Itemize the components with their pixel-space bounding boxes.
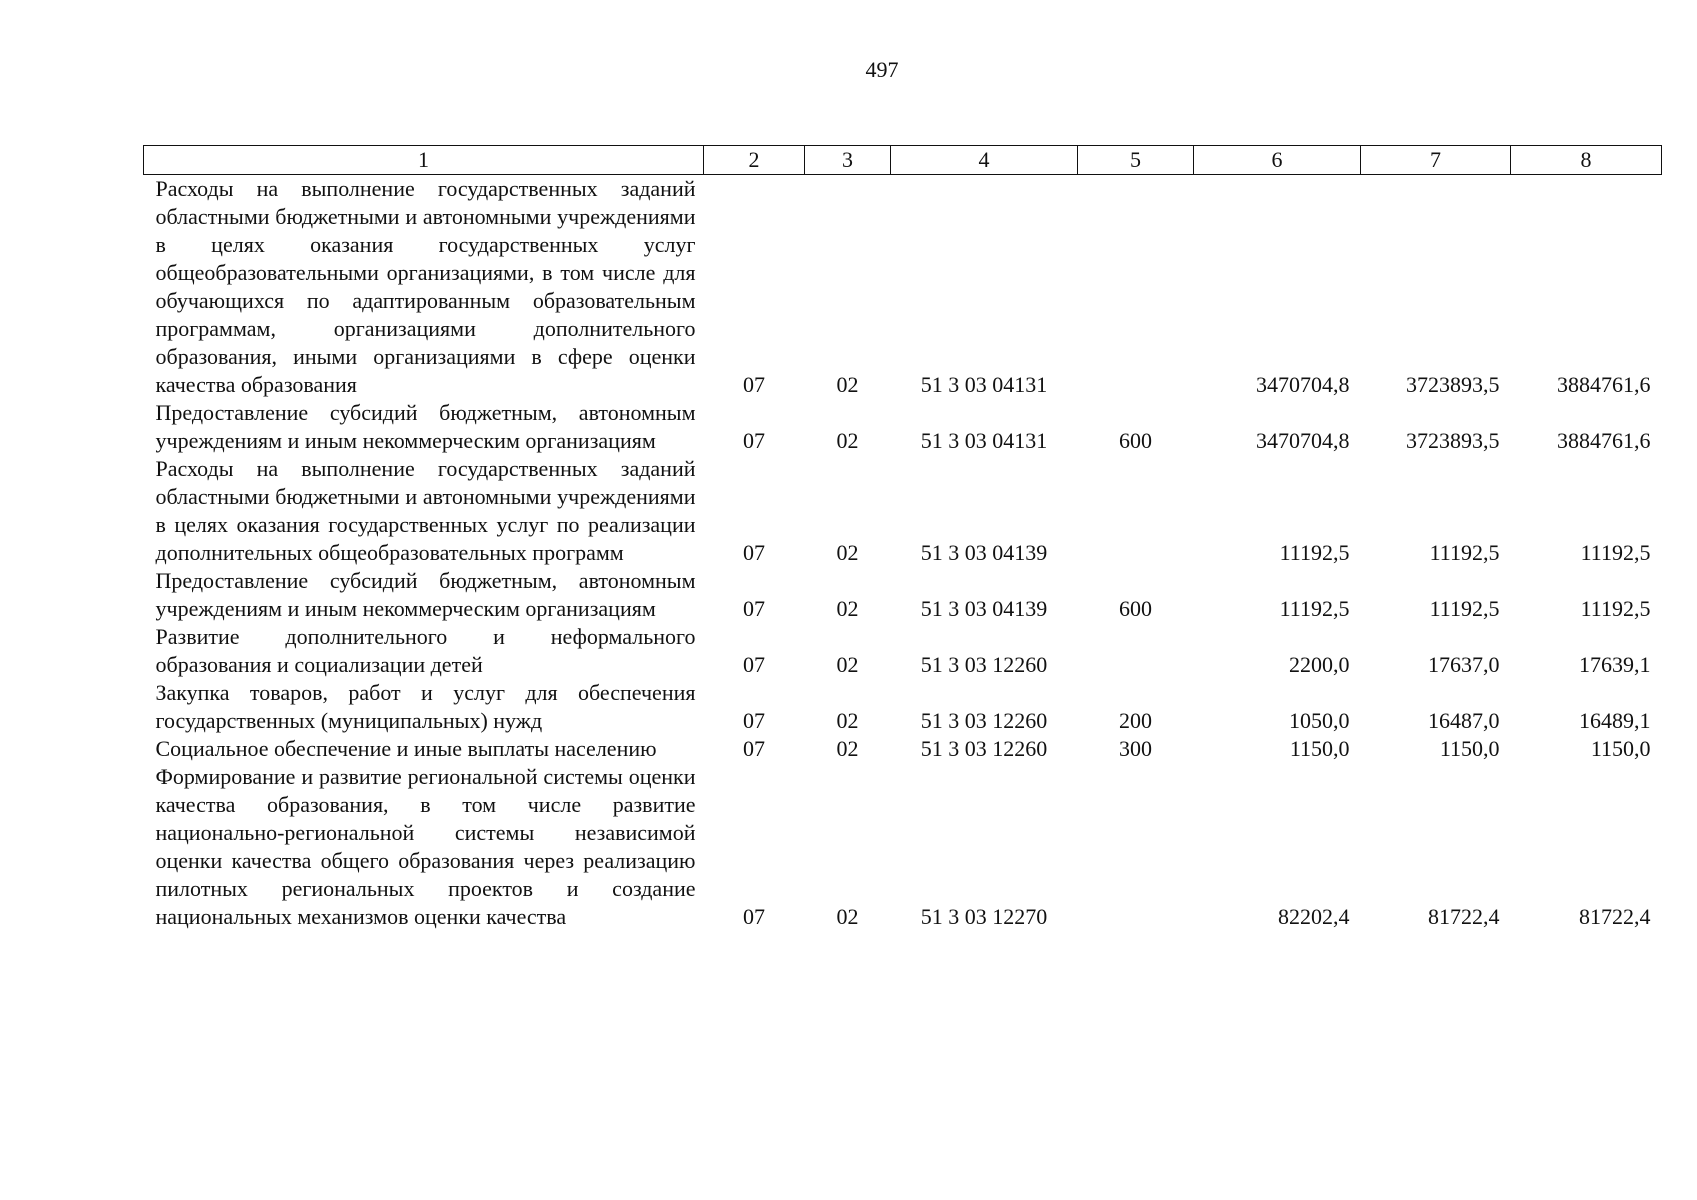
row-expense-type: 300 bbox=[1119, 736, 1152, 761]
row-section: 07 bbox=[743, 652, 765, 677]
header-cell-3: 3 bbox=[805, 146, 891, 175]
row-amount-2: 11192,5 bbox=[1429, 540, 1500, 565]
budget-table bbox=[143, 145, 1662, 931]
row-amount-2: 11192,5 bbox=[1429, 596, 1500, 621]
row-section: 07 bbox=[743, 540, 765, 565]
row-amount-2: 3723893,5 bbox=[1406, 372, 1500, 397]
row-description: Предоставление субсидий бюджетным, автономным учреждениям и иным некоммерческим организациям bbox=[155, 568, 696, 621]
row-amount-2: 17637,0 bbox=[1428, 652, 1500, 677]
header-cell-2: 2 bbox=[704, 146, 805, 175]
header-cell-7: 7 bbox=[1361, 146, 1511, 175]
row-amount-1: 11192,5 bbox=[1279, 540, 1350, 565]
row-expense-type: 600 bbox=[1119, 596, 1152, 621]
row-amount-1: 3470704,8 bbox=[1256, 428, 1350, 453]
row-amount-1: 2200,0 bbox=[1289, 652, 1350, 677]
row-amount-3: 17639,1 bbox=[1579, 652, 1651, 677]
row-section: 07 bbox=[743, 904, 765, 929]
header-cell-6: 6 bbox=[1194, 146, 1361, 175]
row-target-article: 51 3 03 12260 bbox=[920, 652, 1048, 677]
page-number: 497 bbox=[865, 57, 899, 82]
row-subsection: 02 bbox=[836, 540, 859, 565]
row-subsection: 02 bbox=[836, 708, 859, 733]
table-row bbox=[144, 175, 1662, 400]
table-row bbox=[144, 399, 1662, 455]
row-target-article: 51 3 03 04131 bbox=[920, 372, 1048, 397]
row-expense-type bbox=[1078, 623, 1194, 679]
row-subsection: 02 bbox=[836, 372, 859, 397]
row-section: 07 bbox=[743, 428, 765, 453]
row-amount-3: 81722,4 bbox=[1579, 904, 1651, 929]
row-amount-2: 1150,0 bbox=[1439, 736, 1500, 761]
row-amount-3: 3884761,6 bbox=[1557, 372, 1651, 397]
table-row bbox=[144, 763, 1662, 931]
row-subsection: 02 bbox=[836, 652, 859, 677]
row-expense-type: 200 bbox=[1119, 708, 1152, 733]
row-amount-3: 16489,1 bbox=[1579, 708, 1651, 733]
row-amount-3: 11192,5 bbox=[1580, 540, 1651, 565]
row-amount-1: 1050,0 bbox=[1289, 708, 1350, 733]
table-row bbox=[144, 679, 1662, 735]
row-description: Социальное обеспечение и иные выплаты населению bbox=[155, 736, 657, 761]
row-amount-3: 11192,5 bbox=[1580, 596, 1651, 621]
header-row bbox=[144, 146, 1662, 175]
row-expense-type bbox=[1078, 763, 1194, 931]
row-amount-3: 3884761,6 bbox=[1557, 428, 1651, 453]
table-body bbox=[144, 175, 1662, 932]
row-subsection: 02 bbox=[836, 428, 859, 453]
row-description: Предоставление субсидий бюджетным, автономным учреждениям и иным некоммерческим организациям bbox=[155, 400, 696, 453]
row-section: 07 bbox=[743, 596, 765, 621]
row-amount-3: 1150,0 bbox=[1590, 736, 1651, 761]
row-target-article: 51 3 03 04139 bbox=[920, 540, 1048, 565]
table-row bbox=[144, 623, 1662, 679]
row-target-article: 51 3 03 12270 bbox=[920, 904, 1048, 929]
row-section: 07 bbox=[743, 736, 765, 761]
row-subsection: 02 bbox=[836, 596, 859, 621]
row-target-article: 51 3 03 04131 bbox=[920, 428, 1048, 453]
row-amount-1: 11192,5 bbox=[1279, 596, 1350, 621]
header-cell-8: 8 bbox=[1511, 146, 1662, 175]
row-expense-type bbox=[1078, 175, 1194, 400]
header-cell-1: 1 bbox=[144, 146, 704, 175]
row-target-article: 51 3 03 12260 bbox=[920, 708, 1048, 733]
table-header bbox=[144, 146, 1662, 175]
row-target-article: 51 3 03 12260 bbox=[920, 736, 1048, 761]
row-subsection: 02 bbox=[836, 904, 859, 929]
row-target-article: 51 3 03 04139 bbox=[920, 596, 1048, 621]
row-description: Формирование и развитие региональной системы оценки качества образования, в том числе развитие национально-региональной системы независимой оценки качества общего образования через реализацию пилотных региональных проектов и создание национальных механизмов оценки качества bbox=[155, 764, 696, 929]
row-description: Закупка товаров, работ и услуг для обеспечения государственных (муниципальных) нужд bbox=[155, 680, 696, 733]
table-row bbox=[144, 735, 1662, 763]
row-amount-1: 3470704,8 bbox=[1256, 372, 1350, 397]
table-row bbox=[144, 455, 1662, 567]
row-description: Развитие дополнительного и неформального образования и социализации детей bbox=[155, 624, 696, 677]
row-expense-type bbox=[1078, 455, 1194, 567]
row-description: Расходы на выполнение государственных заданий областными бюджетными и автономными учреждениями в целях оказания государственных услуг по реализации дополнительных общеобразовательных программ bbox=[155, 456, 696, 565]
row-section: 07 bbox=[743, 708, 765, 733]
row-amount-2: 3723893,5 bbox=[1406, 428, 1500, 453]
row-amount-1: 82202,4 bbox=[1278, 904, 1350, 929]
header-cell-5: 5 bbox=[1078, 146, 1194, 175]
table-row bbox=[144, 567, 1662, 623]
row-amount-1: 1150,0 bbox=[1289, 736, 1350, 761]
row-subsection: 02 bbox=[836, 736, 859, 761]
header-cell-4: 4 bbox=[891, 146, 1078, 175]
row-amount-2: 16487,0 bbox=[1428, 708, 1500, 733]
row-amount-2: 81722,4 bbox=[1428, 904, 1500, 929]
row-section: 07 bbox=[743, 372, 765, 397]
row-description: Расходы на выполнение государственных заданий областными бюджетными и автономными учреждениями в целях оказания государственных услуг общеобразовательными организациями, в том числе для обучающихся по адаптированным образовательным программам, организациями дополнительного образования, иными организациями в сфере оценки качества образования bbox=[155, 176, 696, 397]
row-expense-type: 600 bbox=[1119, 428, 1152, 453]
